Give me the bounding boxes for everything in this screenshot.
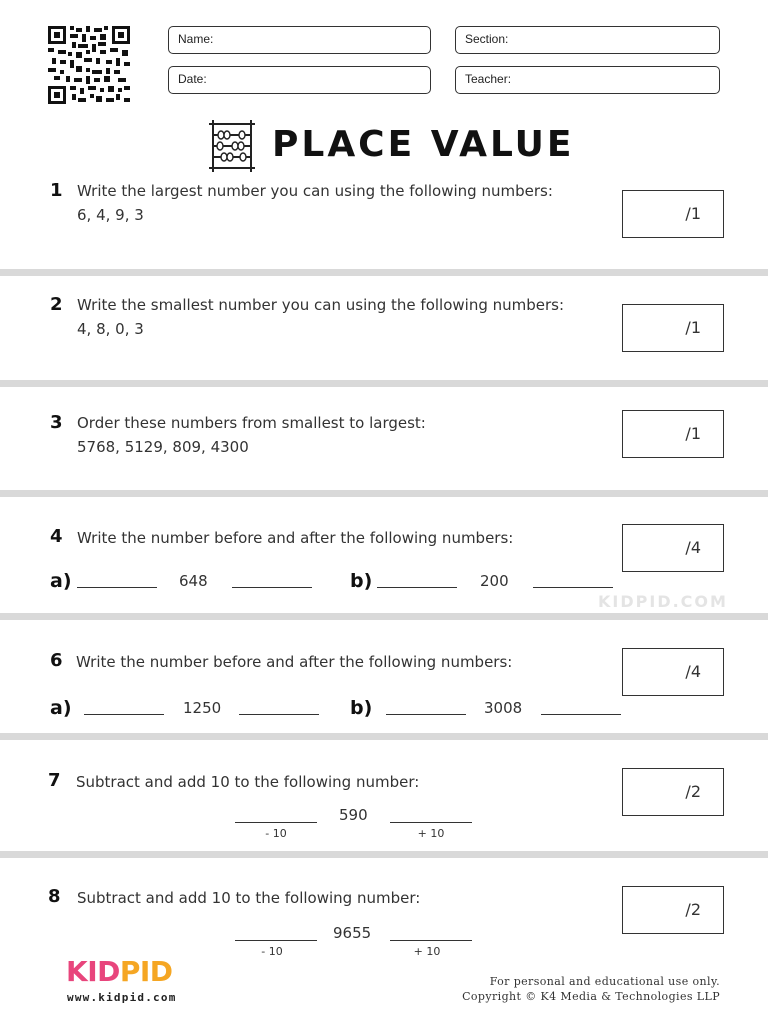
given-number: 1250 [183,699,222,717]
plus-ten-label: + 10 [417,827,445,840]
answer-blank[interactable] [541,714,621,716]
footer-copyright: Copyright © K4 Media & Technologies LLP [462,990,720,1003]
question-number: 6 [50,650,63,671]
answer-blank[interactable] [377,587,457,589]
logo-kid: KID [66,955,120,988]
section-divider [0,380,768,387]
given-number: 3008 [484,699,523,717]
score-box[interactable] [622,524,724,572]
question-number: 3 [50,412,63,433]
given-number: 648 [179,572,208,590]
footer-usage-note: For personal and educational use only. [489,975,720,988]
minus-ten-label: - 10 [265,827,287,840]
given-number: 590 [339,806,368,824]
answer-blank[interactable] [386,714,466,716]
score-label: /2 [685,782,701,801]
score-label: /1 [685,424,701,443]
minus-ten-label: - 10 [261,945,283,958]
abacus-icon [206,118,258,174]
qr-code-icon [48,26,130,104]
question-values: 6, 4, 9, 3 [77,206,144,224]
score-label: /1 [685,204,701,223]
question-text: Write the largest number you can using the following numbers: [77,182,553,200]
logo-pid: PID [119,955,173,988]
part-b-label: b) [350,697,373,719]
logo-url: www.kidpid.com [67,991,177,1004]
score-box[interactable] [622,304,724,352]
part-a-label: a) [50,697,72,719]
section-divider [0,613,768,620]
part-a-label: a) [50,570,72,592]
watermark: KIDPID.COM [598,592,728,611]
score-label: /1 [685,318,701,337]
part-b-label: b) [350,570,373,592]
question-number: 8 [48,886,61,907]
question-values: 4, 8, 0, 3 [77,320,144,338]
question-text: Write the smallest number you can using the following numbers: [77,296,565,314]
plus-ten-label: + 10 [413,945,441,958]
section-divider [0,733,768,740]
name-field[interactable]: Name: [168,26,431,54]
score-label: /4 [685,538,701,557]
score-label: /2 [685,900,701,919]
section-divider [0,490,768,497]
question-text: Subtract and add 10 to the following number: [76,773,420,791]
question-text: Subtract and add 10 to the following number: [77,889,421,907]
question-number: 4 [50,526,63,547]
answer-blank[interactable] [232,587,312,589]
given-number: 200 [480,572,509,590]
score-box[interactable] [622,648,724,696]
answer-blank[interactable] [77,587,157,589]
score-box[interactable] [622,886,724,934]
answer-blank[interactable] [235,940,317,942]
score-box[interactable] [622,410,724,458]
score-box[interactable] [622,190,724,238]
answer-blank[interactable] [390,822,472,824]
score-label: /4 [685,662,701,681]
section-divider [0,269,768,276]
question-text: Write the number before and after the following numbers: [76,653,513,671]
date-field[interactable]: Date: [168,66,431,94]
question-text: Order these numbers from smallest to largest: [77,414,426,432]
kidpid-logo [66,956,173,988]
answer-blank[interactable] [533,587,613,589]
answer-blank[interactable] [390,940,472,942]
score-box[interactable] [622,768,724,816]
answer-blank[interactable] [239,714,319,716]
question-number: 2 [50,294,63,315]
question-text: Write the number before and after the following numbers: [77,529,514,547]
answer-blank[interactable] [235,822,317,824]
answer-blank[interactable] [84,714,164,716]
question-number: 7 [48,770,61,791]
teacher-field[interactable]: Teacher: [455,66,720,94]
section-divider [0,851,768,858]
page-title: PLACE VALUE [272,124,575,165]
section-field[interactable]: Section: [455,26,720,54]
question-number: 1 [50,180,63,201]
given-number: 9655 [333,924,372,942]
question-values: 5768, 5129, 809, 4300 [77,438,249,456]
